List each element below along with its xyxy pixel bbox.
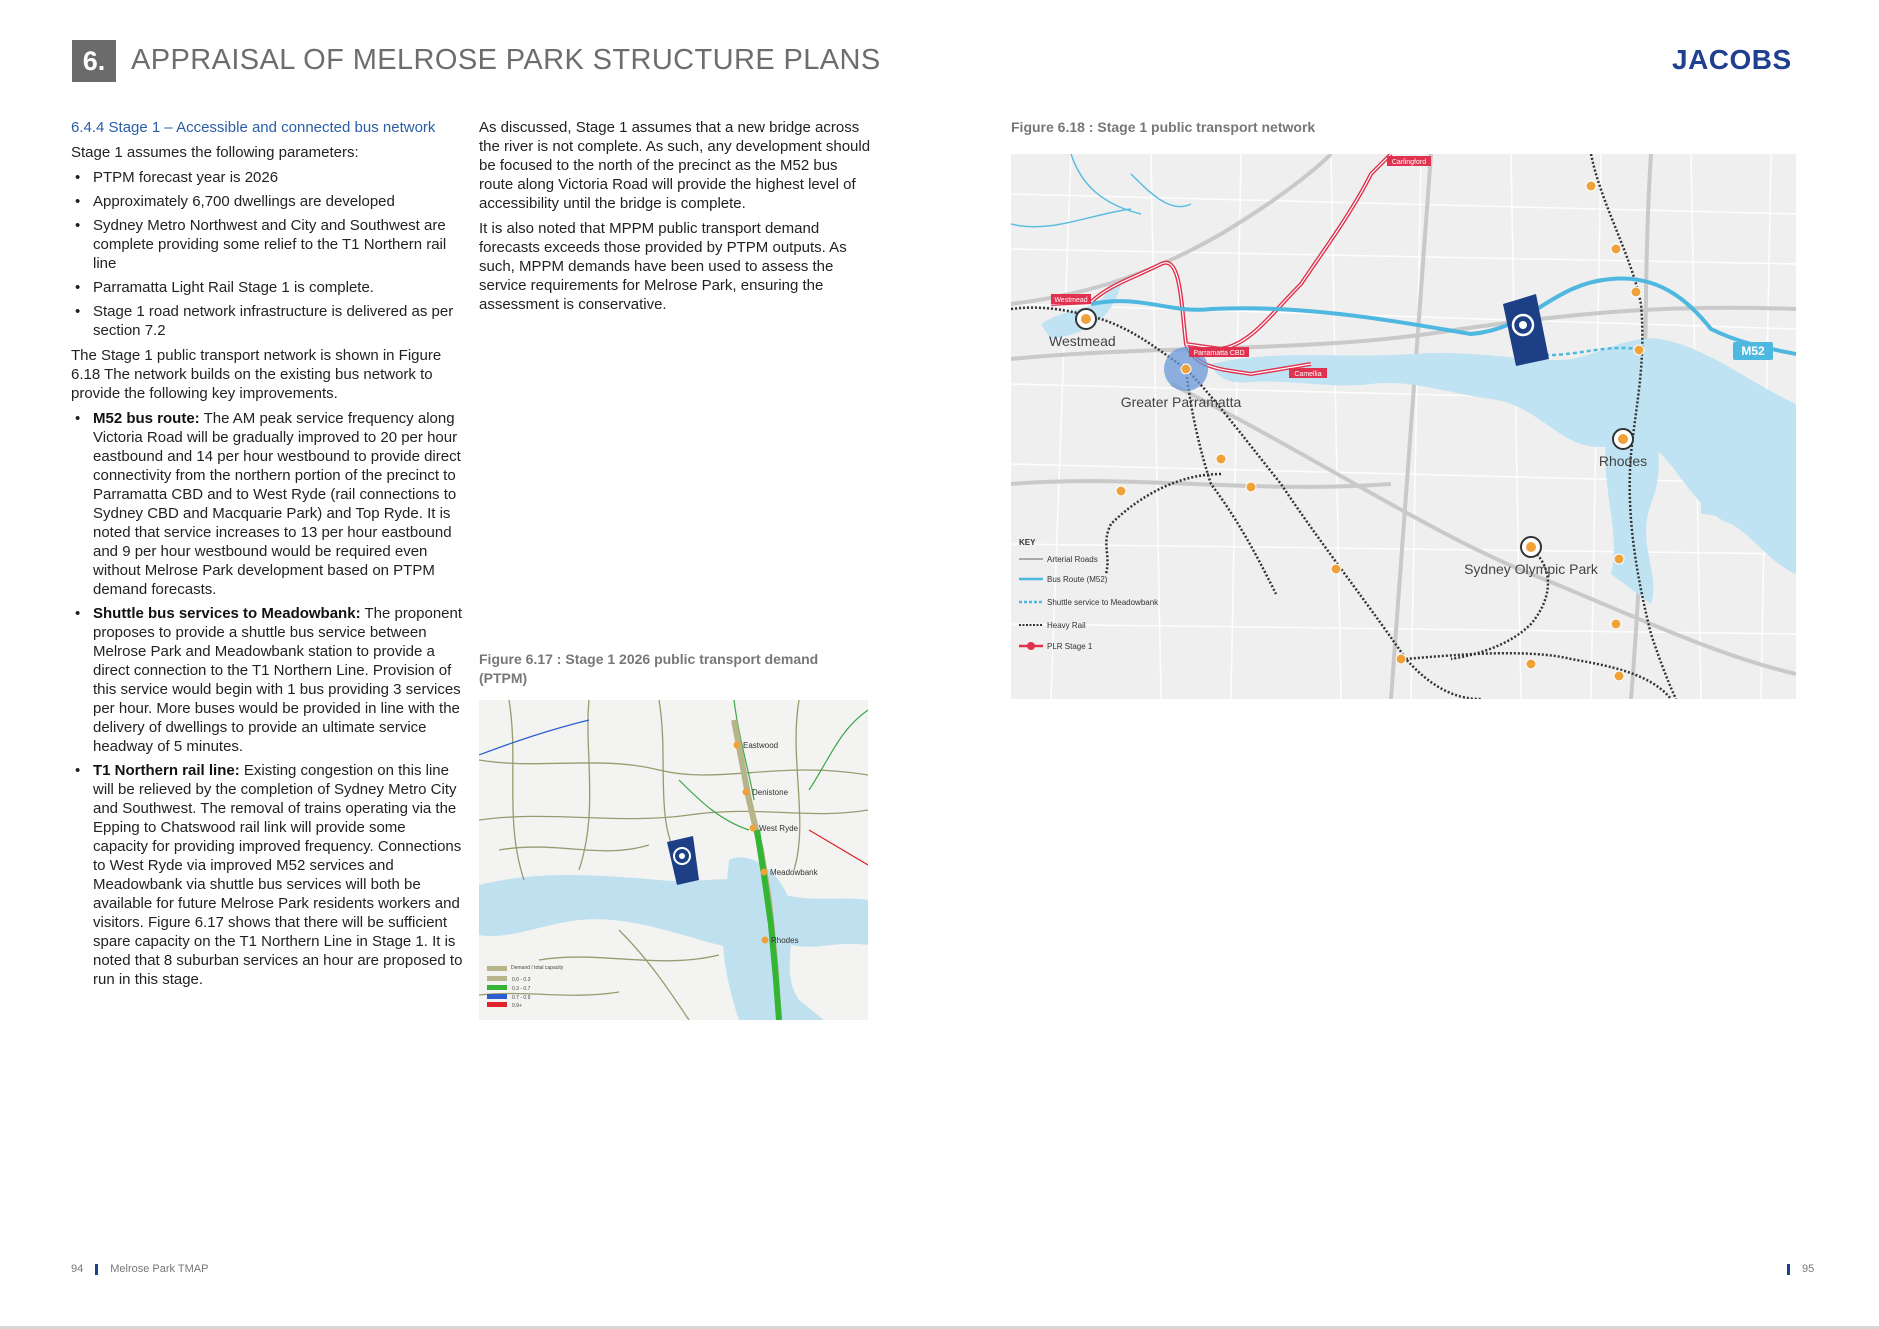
item-text: Existing congestion on this line will be relieved by the completion of Sydney Metro City and Southwest. The removal of trains operating via the Epping to Chatswood rail link will provide some capacity for providing improved frequency. Connections to West Ryde via improved M52 services and Meadowbank via shuttle bus services will both be available for future Melrose Park residents workers and visitors. Figure 6.17 shows that there will be sufficient spare capacity on the T1 Northern Line in Stage 1. It is noted that 8 suburban services an hour are proposed to run in this stage. [93, 762, 463, 988]
plr-label: Camellia [1294, 371, 1322, 378]
footer-left [71, 1263, 208, 1275]
station-label: Meadowbank [770, 868, 818, 877]
plr-label: Carlingford [1391, 159, 1427, 166]
footer-divider [1787, 1264, 1790, 1275]
params-intro: Stage 1 assumes the following parameters: [71, 144, 359, 161]
route-badge-label: M52 [1741, 344, 1765, 358]
figure-618-map [1011, 154, 1796, 699]
section-number: 6. [82, 45, 106, 76]
list-item: • PTPM forecast year is 2026 [71, 168, 463, 187]
section-number-box [72, 40, 116, 82]
list-item [71, 409, 463, 599]
station-label: Denistone [752, 788, 789, 797]
item-title: Shuttle bus services to Meadowbank: [93, 605, 361, 622]
item-text: The AM peak service frequency along Victoria Road will be gradually improved to 20 per hour eastbound and 14 per hour westbound to provide direct connectivity from the northern portion of the precinct to Parramatta CBD and to West Ryde (rail connections to Sydney CBD and Macquarie Park) and Top Ryde. It is noted that service increases to 13 per hour eastbound and 9 per hour westbound would be required even without Melrose Park development based on PTPM demand forecasts. [93, 410, 461, 598]
place-label: Rhodes [1598, 453, 1648, 469]
place-label: Sydney Olympic Park [1464, 561, 1598, 577]
jacobs-logo: JACOBS [1672, 44, 1792, 75]
key-title: KEY [1019, 538, 1036, 547]
key-item: Bus Route (M52) [1047, 575, 1108, 584]
place-label: Greater Parramatta [1120, 394, 1242, 410]
middle-text-column [479, 118, 871, 320]
network-intro: The Stage 1 public transport network is shown in Figure 6.18 The network builds on the existing bus network to provide the following key improvements. [71, 347, 442, 402]
station-label: Eastwood [743, 741, 779, 750]
figure-617-caption: Figure 6.17 : Stage 1 2026 public transport demand (PTPM) [479, 651, 819, 686]
station-label: Rhodes [771, 936, 799, 945]
key-item: Arterial Roads [1047, 555, 1098, 564]
key-item: Shuttle service to Meadowbank [1047, 598, 1159, 607]
legend-item: 0.3 - 0.7 [512, 986, 531, 992]
station-label: West Ryde [759, 824, 798, 833]
document-title: Melrose Park TMAP [110, 1263, 209, 1275]
legend-item: 0.9+ [512, 1003, 522, 1009]
key-item: Heavy Rail [1047, 621, 1086, 630]
figure-618-caption: Figure 6.18 : Stage 1 public transport network [1011, 119, 1316, 135]
item-title: T1 Northern rail line: [93, 762, 240, 779]
list-item: • Sydney Metro Northwest and City and Southwest are complete providing some relief to the T1 Northern rail line [71, 216, 463, 273]
legend-item: 0.0 - 0.3 [512, 977, 531, 983]
left-text-column [71, 118, 463, 995]
params-list [71, 168, 463, 340]
item-title: M52 bus route: [93, 410, 200, 427]
section-subheading: 6.4.4 Stage 1 – Accessible and connected bus network [71, 119, 436, 136]
paragraph: It is also noted that MPPM public transport demand forecasts exceeds those provided by PTPM outputs. As such, MPPM demands have been used to assess the service requirements for Melrose Park, ensuring the assessment is conservative. [479, 220, 847, 313]
footer-divider [95, 1264, 98, 1275]
page-title: APPRAISAL OF MELROSE PARK STRUCTURE PLANS [131, 44, 881, 76]
demand-map-svg [479, 700, 868, 1020]
transport-network-svg [1011, 154, 1796, 699]
list-item [71, 604, 463, 756]
plr-label: Westmead [1054, 297, 1088, 304]
list-item: • Approximately 6,700 dwellings are developed [71, 192, 463, 211]
plr-label: Parramatta CBD [1193, 350, 1245, 357]
list-item [71, 761, 463, 989]
footer-right [1775, 1263, 1814, 1275]
list-item: • Parramatta Light Rail Stage 1 is complete. [71, 278, 463, 297]
list-item: • Stage 1 road network infrastructure is delivered as per section 7.2 [71, 302, 463, 340]
place-label: Westmead [1049, 333, 1116, 349]
page-number: 94 [71, 1263, 84, 1275]
legend-title: Demand / total capacity [511, 965, 564, 971]
paragraph: As discussed, Stage 1 assumes that a new bridge across the river is not complete. As such, any development should be focused to the north of the precinct as the M52 bus route along Victoria Road will provide the highest level of accessibility until the bridge is complete. [479, 119, 871, 212]
improvements-list [71, 409, 463, 989]
key-item: PLR Stage 1 [1047, 642, 1093, 651]
item-text: The proponent proposes to provide a shuttle bus service between Melrose Park and Meadowbank station to provide a direct connection to the T1 Northern Line. Provision of this service would begin with 1 bus providing 3 services per hour. More buses would be provided in line with the delivery of dwellings to provide an ultimate service headway of 5 minutes. [93, 605, 463, 755]
legend-item: 0.7 - 0.9 [512, 995, 531, 1001]
figure-617-map [479, 700, 868, 1020]
page-number: 95 [1802, 1263, 1815, 1275]
